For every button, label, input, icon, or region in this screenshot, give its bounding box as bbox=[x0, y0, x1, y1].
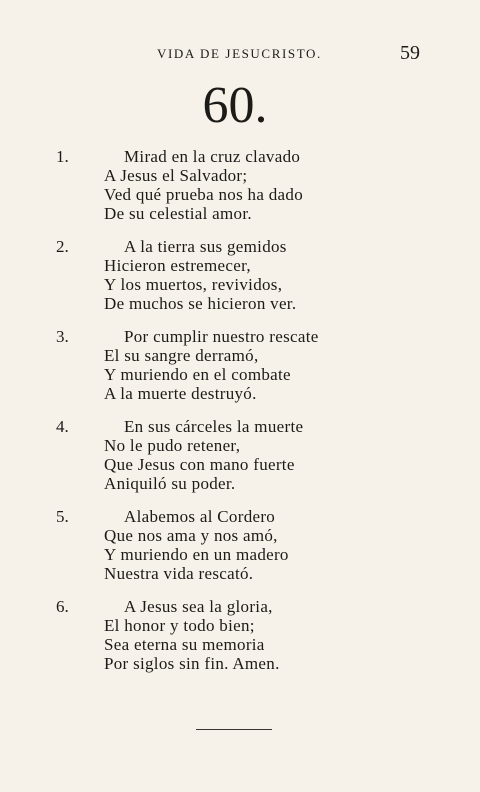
stanza-number: 1. bbox=[56, 147, 69, 166]
running-head bbox=[0, 42, 480, 66]
verse-line: No le pudo retener, bbox=[104, 436, 241, 455]
verse-line: Por siglos sin fin. Amen. bbox=[104, 654, 280, 673]
verse-line: Sea eterna su memoria bbox=[104, 635, 265, 654]
page-number: 59 bbox=[400, 42, 420, 64]
verse-line: El honor y todo bien; bbox=[104, 616, 255, 635]
verse-line: Ved qué prueba nos ha dado bbox=[104, 185, 303, 204]
stanza-number: 5. bbox=[56, 507, 69, 526]
verse-line: Hicieron estremecer, bbox=[104, 256, 251, 275]
verse-line: Y muriendo en un madero bbox=[104, 545, 289, 564]
verse-line: De muchos se hicieron ver. bbox=[104, 294, 297, 313]
verse-line: A Jesus el Salvador; bbox=[104, 166, 248, 185]
verse-line: Y muriendo en el combate bbox=[104, 365, 291, 384]
verse-line: A la muerte destruyó. bbox=[104, 384, 257, 403]
verse-line: De su celestial amor. bbox=[104, 204, 252, 223]
verse-line: En sus cárceles la muerte bbox=[124, 417, 304, 436]
running-title: VIDA DE JESUCRISTO. bbox=[157, 46, 322, 61]
stanza-number: 2. bbox=[56, 237, 69, 256]
stanza-number: 4. bbox=[56, 417, 69, 436]
verse-line: Por cumplir nuestro rescate bbox=[124, 327, 319, 346]
closing-rule bbox=[196, 729, 272, 730]
verse-line: El su sangre derramó, bbox=[104, 346, 259, 365]
verse-line: Alabemos al Cordero bbox=[124, 507, 276, 526]
stanza-number: 3. bbox=[56, 327, 69, 346]
verse-line: Que nos ama y nos amó, bbox=[104, 526, 278, 545]
verse-line: A Jesus sea la gloria, bbox=[124, 597, 273, 616]
verse-line: Que Jesus con mano fuerte bbox=[104, 455, 295, 474]
verse-line: Mirad en la cruz clavado bbox=[124, 147, 301, 166]
verse-line: A la tierra sus gemidos bbox=[124, 237, 287, 256]
verse-line: Nuestra vida rescató. bbox=[104, 564, 254, 583]
verse-line: Aniquiló su poder. bbox=[104, 474, 236, 493]
verse-line: Y los muertos, revividos, bbox=[104, 275, 283, 294]
stanza-number: 6. bbox=[56, 597, 69, 616]
hymn-number: 60. bbox=[202, 77, 268, 134]
